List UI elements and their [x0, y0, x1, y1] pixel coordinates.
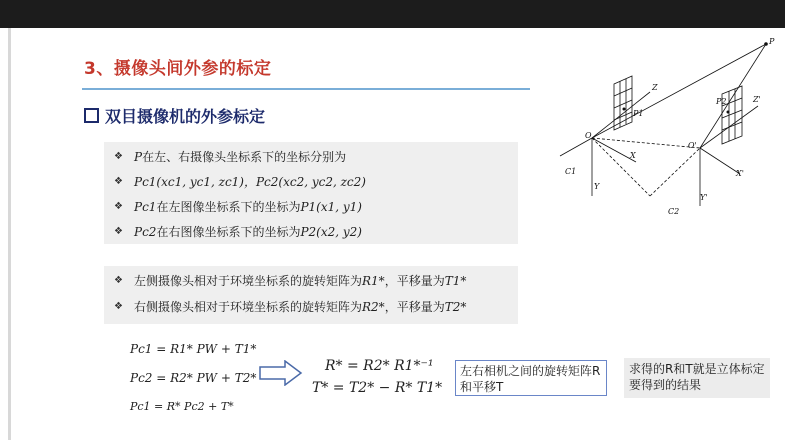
math-text: R1* — [362, 274, 385, 288]
right-arrow-icon — [259, 360, 303, 386]
definition-box — [104, 142, 518, 244]
math-text: T1* — [444, 274, 467, 288]
label-z: Z — [652, 83, 658, 92]
equation-left-3: Pc1 = R* Pc2 + T* — [130, 400, 234, 413]
label-y-prime: Y' — [700, 193, 708, 202]
label-o: O — [585, 131, 592, 140]
bullet-text: 在右图像坐标系下的坐标为 — [156, 225, 301, 239]
label-p: P — [769, 37, 775, 46]
bullet-text: 右侧摄像头相对于环境坐标系的旋转矩阵为 — [134, 300, 363, 314]
transform-box — [104, 266, 518, 324]
math-text: P — [134, 150, 143, 164]
math-text: Pc1 — [134, 200, 157, 214]
math-text: Pc2 — [134, 225, 157, 239]
right-image-plane — [722, 86, 742, 144]
diamond-bullet-icon: ❖ — [114, 301, 123, 312]
math-text: P2(x2, y2) — [300, 225, 362, 239]
equation-right-2: T* = T2* − R* T1* — [312, 380, 443, 396]
label-c2: C2 — [668, 207, 680, 216]
equation-left-2: Pc2 = R2* PW + T2* — [130, 371, 257, 385]
stereo-camera-diagram — [540, 36, 780, 236]
label-x-prime: X' — [736, 169, 744, 178]
bullet-text: ，平移量为 — [384, 274, 445, 288]
label-x: X — [630, 151, 636, 160]
bullet-text: 左侧摄像头相对于环境坐标系的旋转矩阵为 — [134, 274, 363, 288]
section-title: 3、摄像头间外参的标定 — [84, 59, 272, 79]
slide-left-edge — [8, 28, 11, 440]
diamond-bullet-icon: ❖ — [114, 151, 123, 162]
point-p-marker — [764, 42, 768, 46]
bullet-item — [114, 198, 362, 215]
bullet-item — [114, 223, 362, 240]
label-p1: P1 — [633, 109, 644, 118]
rt-note-box: 左右相机之间的旋转矩阵R和平移T — [455, 360, 607, 396]
sub-title-text: 双目摄像机的外参标定 — [105, 107, 266, 126]
label-c1: C1 — [565, 167, 577, 176]
math-text: P1(x1, y1) — [300, 200, 362, 214]
title-divider — [82, 88, 530, 90]
top-bar — [0, 0, 785, 28]
bullet-text: 在左图像坐标系下的坐标为 — [156, 200, 301, 214]
equation-right-1: R* = R2* R1*⁻¹ — [325, 358, 434, 374]
bullet-item — [114, 173, 366, 190]
point-p2-marker — [727, 111, 730, 114]
label-z-prime: Z' — [753, 95, 761, 104]
sub-title — [84, 104, 265, 127]
bullet-item — [114, 272, 466, 289]
math-text: R2* — [362, 300, 385, 314]
left-image-plane — [614, 76, 632, 130]
diamond-bullet-icon: ❖ — [114, 176, 123, 187]
bullet-item — [114, 148, 346, 165]
diamond-bullet-icon: ❖ — [114, 226, 123, 237]
bullet-item — [114, 298, 466, 315]
math-text: T2* — [444, 300, 467, 314]
label-y: Y — [594, 182, 600, 191]
equation-left-1: Pc1 = R1* PW + T1* — [130, 342, 257, 356]
math-text: Pc1(xc1, yc1, zc1)，Pc2(xc2, yc2, zc2) — [134, 175, 366, 189]
checkbox-square-icon — [84, 108, 99, 123]
diamond-bullet-icon: ❖ — [114, 275, 123, 286]
result-note-box: 求得的R和T就是立体标定要得到的结果 — [624, 358, 770, 398]
bullet-text: 在左、右摄像头坐标系下的坐标分别为 — [142, 150, 347, 164]
point-p1-marker — [623, 108, 626, 111]
label-p2: P2 — [716, 97, 727, 106]
bullet-text: ，平移量为 — [384, 300, 445, 314]
label-o-prime: O' — [688, 141, 697, 150]
diamond-bullet-icon: ❖ — [114, 201, 123, 212]
